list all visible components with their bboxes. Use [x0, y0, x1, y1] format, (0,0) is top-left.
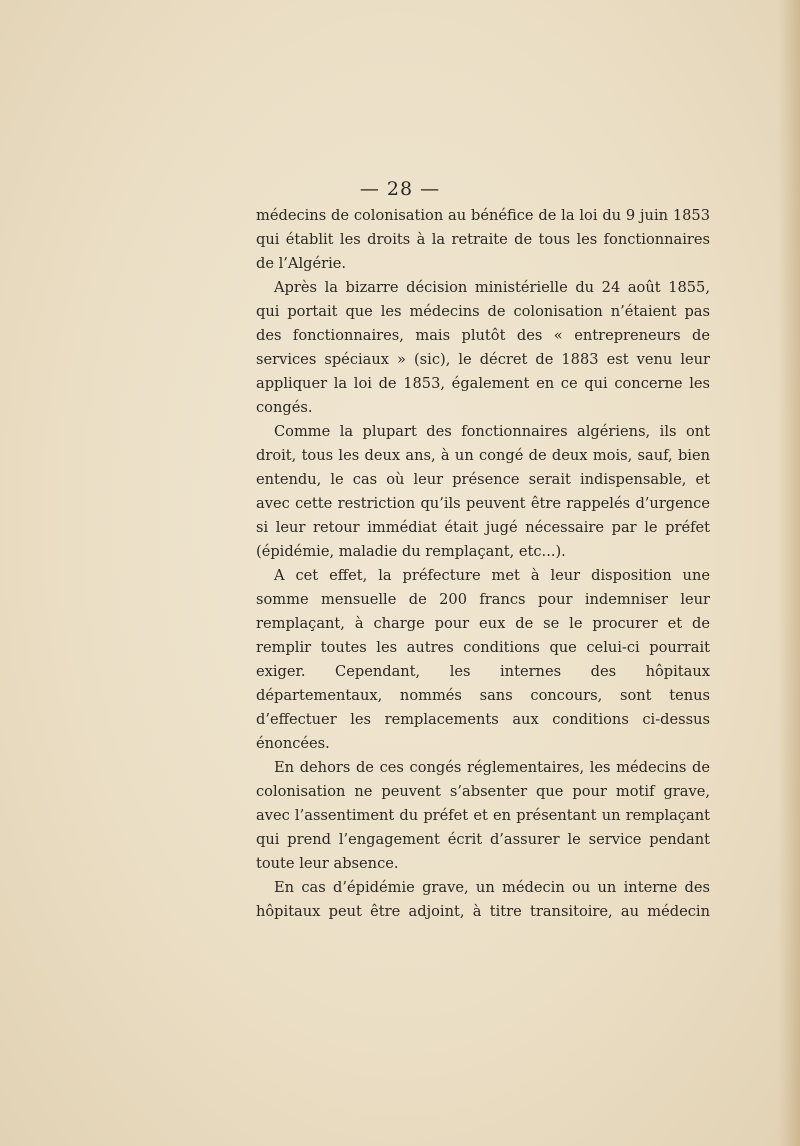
paragraph-3: Comme la plupart des fonctionnaires algériens, ils ont droit, tous les deux ans, à un congé de deux mois, sauf, bien entendu, le cas où leur présence serait indispensable, et avec cette restriction qu’ils peuvent être rappelés d’urgence si leur retour immédiat était jugé nécessaire par le préfet (épidémie, maladie du remplaçant, etc...).: [256, 423, 710, 560]
paragraph-4: A cet effet, la préfecture met à leur disposition une somme mensuelle de 200 francs pour indemniser leur remplaçant, à charge pour eux de se le procurer et de remplir toutes les autres conditions que celui-ci pourrait exiger. Cependant, les internes des hôpitaux départementaux, nommés sans concours, sont tenus d’effectuer les remplacements aux conditions ci-dessus énoncées.: [256, 567, 710, 752]
body-text: [256, 204, 710, 924]
paragraph-1: médecins de colonisation au bénéfice de la loi du 9 juin 1853 qui établit les droits à la retraite de tous les fonctionnaires de l’Algérie.: [256, 207, 710, 272]
page-number: — 28 —: [359, 178, 441, 200]
page-edge-shadow: [778, 0, 800, 1146]
paragraph-6: En cas d’épidémie grave, un médecin ou un interne des hôpitaux peut être adjoint, à titre transitoire, au médecin: [256, 879, 710, 920]
paragraph-2: Après la bizarre décision ministérielle du 24 août 1855, qui portait que les médecins de colonisation n’étaient pas des fonctionnaires, mais plutôt des « entrepreneurs de services spéciaux » (sic), le décret de 1883 est venu leur appliquer la loi de 1853, également en ce qui concerne les congés.: [256, 279, 710, 416]
paragraph-5: En dehors de ces congés réglementaires, les médecins de colonisation ne peuvent s’absenter que pour motif grave, avec l’assentiment du préfet et en présentant un remplaçant qui prend l’engagement écrit d’assurer le service pendant toute leur absence.: [256, 759, 710, 872]
